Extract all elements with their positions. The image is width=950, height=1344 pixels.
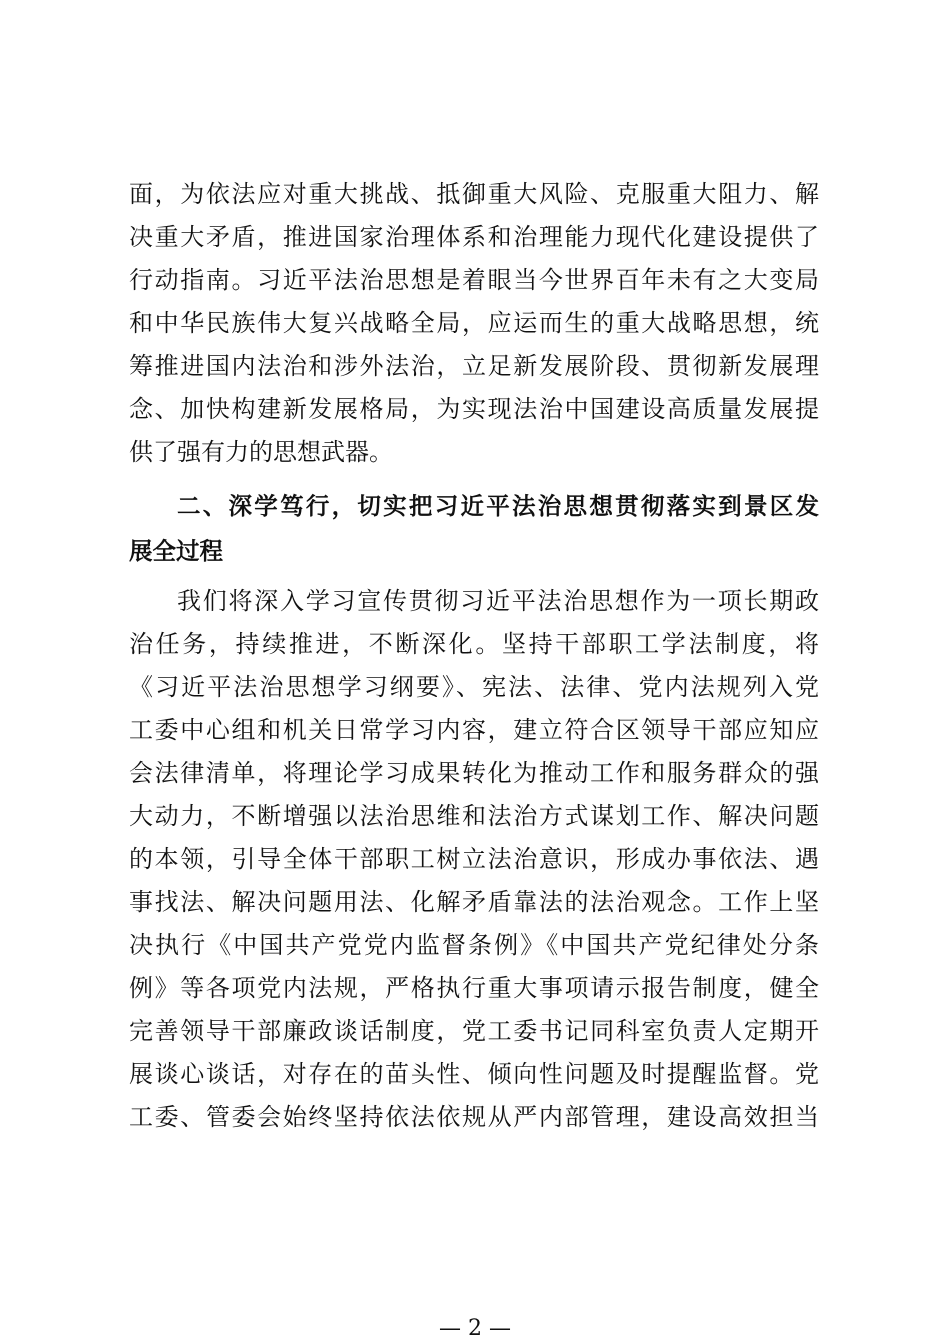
paragraph-1-line-5: 筹推进国内法治和涉外法治，立足新发展阶段、贯彻新发展理 — [129, 352, 819, 380]
paragraph-1-line-1: 面，为依法应对重大挑战、抵御重大风险、克服重大阻力、解 — [129, 180, 819, 208]
page-number: — 2 — — [439, 1316, 511, 1341]
paragraph-2-line-10: 例》等各项党内法规，严格执行重大事项请示报告制度，健全 — [129, 974, 819, 1002]
paragraph-2-line-5: 会法律清单，将理论学习成果转化为推动工作和服务群众的强 — [129, 759, 819, 787]
paragraph-2-line-12: 展谈心谈话，对存在的苗头性、倾向性问题及时提醒监督。党 — [129, 1060, 819, 1088]
paragraph-2-line-11: 完善领导干部廉政谈话制度，党工委书记同科室负责人定期开 — [129, 1017, 819, 1045]
paragraph-2-line-4: 工委中心组和机关日常学习内容，建立符合区领导干部应知应 — [129, 716, 819, 744]
paragraph-1-line-7: 供了强有力的思想武器。 — [129, 438, 393, 466]
paragraph-1-line-3: 行动指南。习近平法治思想是着眼当今世界百年未有之大变局 — [129, 266, 819, 294]
paragraph-2-line-13: 工委、管委会始终坚持依法依规从严内部管理，建设高效担当 — [129, 1103, 819, 1131]
paragraph-2-line-6: 大动力，不断增强以法治思维和法治方式谋划工作、解决问题 — [129, 802, 819, 830]
paragraph-2-line-9: 决执行《中国共产党党内监督条例》《中国共产党纪律处分条 — [129, 931, 819, 959]
paragraph-2-line-1: 我们将深入学习宣传贯彻习近平法治思想作为一项长期政 — [177, 587, 819, 615]
section-heading-line-2: 展全过程 — [129, 537, 223, 565]
section-heading-line-1: 二、深学笃行，切实把习近平法治思想贯彻落实到景区发 — [177, 492, 819, 520]
paragraph-1-line-4: 和中华民族伟大复兴战略全局，应运而生的重大战略思想，统 — [129, 309, 819, 337]
paragraph-1-line-2: 决重大矛盾，推进国家治理体系和治理能力现代化建设提供了 — [129, 223, 819, 251]
paragraph-2-line-8: 事找法、解决问题用法、化解矛盾靠法的法治观念。工作上坚 — [129, 888, 819, 916]
paragraph-2-line-2: 治任务，持续推进，不断深化。坚持干部职工学法制度，将 — [129, 630, 819, 658]
paragraph-2-line-3: 《习近平法治思想学习纲要》、宪法、法律、党内法规列入党 — [129, 673, 819, 701]
paragraph-2-line-7: 的本领，引导全体干部职工树立法治意识，形成办事依法、遇 — [129, 845, 819, 873]
paragraph-1-line-6: 念、加快构建新发展格局，为实现法治中国建设高质量发展提 — [129, 395, 819, 423]
